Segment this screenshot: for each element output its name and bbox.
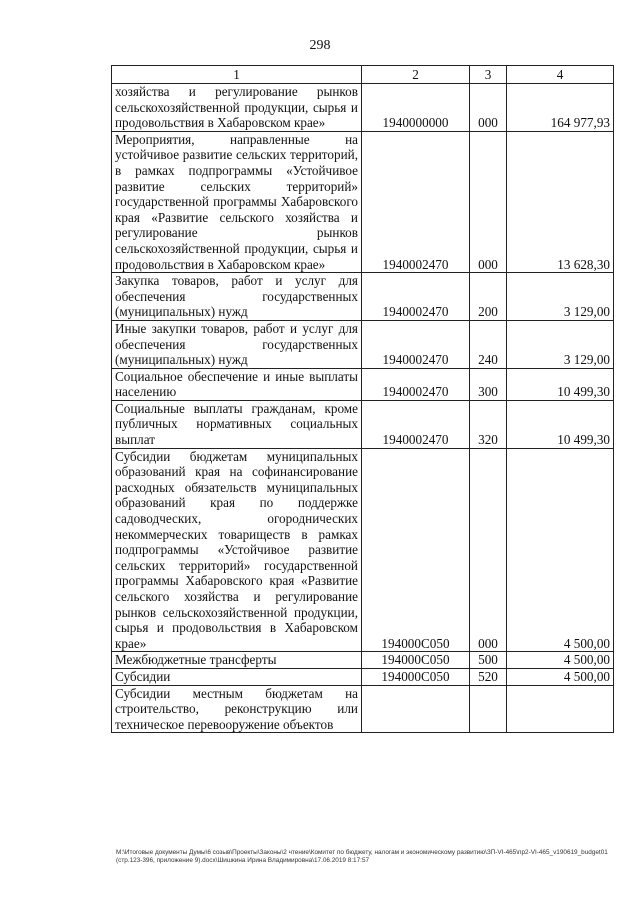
page-number: 298 bbox=[309, 38, 331, 53]
row-description: Субсидии местным бюджетам на строительство, реконструкцию или техническое перевооружение объектов bbox=[112, 685, 362, 733]
table-header-row bbox=[112, 66, 614, 84]
row-amount: 3 129,00 bbox=[507, 273, 614, 321]
row-expense-type: 000 bbox=[470, 448, 507, 652]
row-expense-type: 300 bbox=[470, 368, 507, 400]
row-code: 194000С050 bbox=[362, 652, 470, 669]
column-header: 1 bbox=[112, 66, 362, 84]
row-expense-type: 520 bbox=[470, 668, 507, 685]
row-description: Иные закупки товаров, работ и услуг для обеспечения государственных (муниципальных) нужд bbox=[112, 320, 362, 368]
table-row bbox=[112, 685, 614, 733]
table-row bbox=[112, 320, 614, 368]
row-expense-type: 320 bbox=[470, 400, 507, 448]
row-code: 1940002470 bbox=[362, 400, 470, 448]
row-description: хозяйства и регулирование рынков сельскохозяйственной продукции, сырья и продовольствия в Хабаровском крае» bbox=[112, 84, 362, 132]
row-amount: 164 977,93 bbox=[507, 84, 614, 132]
row-amount: 4 500,00 bbox=[507, 652, 614, 669]
row-code: 1940002470 bbox=[362, 368, 470, 400]
row-amount: 10 499,30 bbox=[507, 400, 614, 448]
table-row bbox=[112, 448, 614, 652]
row-description: Закупка товаров, работ и услуг для обеспечения государственных (муниципальных) нужд bbox=[112, 273, 362, 321]
table-row bbox=[112, 273, 614, 321]
row-code bbox=[362, 685, 470, 733]
table-row bbox=[112, 84, 614, 132]
row-code: 1940002470 bbox=[362, 320, 470, 368]
table-row bbox=[112, 368, 614, 400]
row-description: Социальное обеспечение и иные выплаты населению bbox=[112, 368, 362, 400]
row-amount: 4 500,00 bbox=[507, 668, 614, 685]
row-code: 194000С050 bbox=[362, 448, 470, 652]
row-description: Межбюджетные трансферты bbox=[112, 652, 362, 669]
row-amount: 3 129,00 bbox=[507, 320, 614, 368]
row-amount: 13 628,30 bbox=[507, 131, 614, 272]
row-description: Мероприятия, направленные на устойчивое развитие сельских территорий, в рамках подпрограммы «Устойчивое развитие сельских территорий» государственной программы Хабаровского края «Развитие сельского хозяйства и регулирование рынков сельскохозяйственной продукции, сырья и продовольствия в Хабаровском крае» bbox=[112, 131, 362, 272]
row-amount: 10 499,30 bbox=[507, 368, 614, 400]
row-amount: 4 500,00 bbox=[507, 448, 614, 652]
table-row bbox=[112, 131, 614, 272]
row-description: Субсидии бюджетам муниципальных образований края на софинансирование расходных обязательств муниципальных образований края по поддержке садоводческих, огороднических некоммерческих товариществ в рамках подпрограммы «Устойчивое развитие сельских территорий» государственной программы Хабаровского края «Развитие сельского хозяйства и регулирование рынков сельскохозяйственной продукции, сырья и продовольствия в Хабаровском крае» bbox=[112, 448, 362, 652]
row-code: 1940002470 bbox=[362, 131, 470, 272]
row-expense-type: 200 bbox=[470, 273, 507, 321]
table-row bbox=[112, 400, 614, 448]
row-amount bbox=[507, 685, 614, 733]
row-code: 1940000000 bbox=[362, 84, 470, 132]
table-row bbox=[112, 668, 614, 685]
table-row bbox=[112, 652, 614, 669]
budget-table bbox=[111, 65, 614, 733]
column-header: 2 bbox=[362, 66, 470, 84]
document-footer-path: M:\Итоговые документы Думы\6 созыв\Проекты\Законы\2 чтение\Комитет по бюджету, налогам и экономическому развитию\ЗП-VI-465\пр2-VI-465_v190619_budget01 (стр.123-396, приложение 9).docx\Шишкина Ирина Владимировна\17.06.2019 8:17:57 bbox=[116, 849, 608, 864]
column-header: 4 bbox=[507, 66, 614, 84]
row-code: 194000С050 bbox=[362, 668, 470, 685]
row-description: Субсидии bbox=[112, 668, 362, 685]
row-description: Социальные выплаты гражданам, кроме публичных нормативных социальных выплат bbox=[112, 400, 362, 448]
row-expense-type: 500 bbox=[470, 652, 507, 669]
row-expense-type: 000 bbox=[470, 131, 507, 272]
row-expense-type: 000 bbox=[470, 84, 507, 132]
row-expense-type bbox=[470, 685, 507, 733]
row-code: 1940002470 bbox=[362, 273, 470, 321]
row-expense-type: 240 bbox=[470, 320, 507, 368]
column-header: 3 bbox=[470, 66, 507, 84]
